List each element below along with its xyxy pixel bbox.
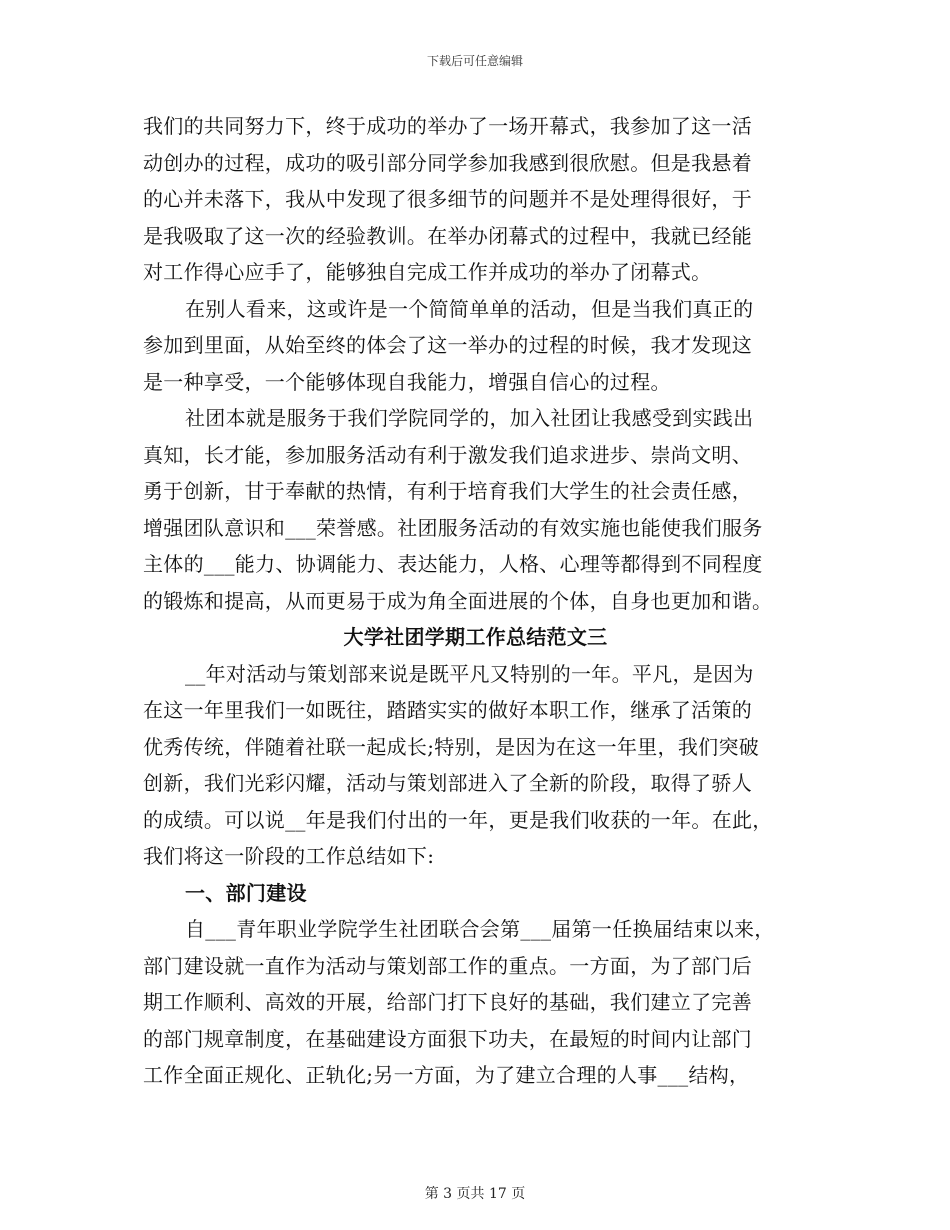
paragraph [143, 656, 808, 875]
text-line: 参加到里面，从始至终的体会了这一举办的过程的时候，我才发现这 [143, 333, 752, 357]
text-line: 的心并未落下，我从中发现了很多细节的问题并不是处理得很好，于 [143, 187, 752, 211]
text-line: 的成绩。可以说__年是我们付出的一年，更是我们收获的一年。在此， [143, 807, 773, 832]
text-line: 优秀传统，伴随着社联一起成长;特别，是因为在这一年里，我们突破 [143, 734, 760, 759]
text-line: 是我吸取了这一次的经验教训。在举办闭幕式的过程中，我就已经能 [143, 223, 752, 248]
text-line: 的锻炼和提高，从而更易于成为角全面进展的个体，自身也更加和谐。 [143, 588, 773, 613]
paragraph [143, 400, 808, 619]
text-line: 真知，长才能，参加服务活动有利于激发我们追求进步、崇尚文明、 [143, 442, 752, 467]
text-line: 创新，我们光彩闪耀，活动与策划部进入了全新的阶段，取得了骄人 [143, 771, 752, 795]
document-body [143, 108, 808, 1094]
text-line: 在别人看来，这或许是一个简简单单的活动，但是当我们真正的 [185, 296, 754, 321]
text-line: 对工作得心应手了，能够独自完成工作并成功的举办了闭幕式。 [143, 260, 712, 284]
text-line: __年对活动与策划部来说是既平凡又特别的一年。平凡，是因为 [185, 661, 754, 686]
paragraph [143, 291, 808, 401]
paragraph [143, 911, 808, 1094]
section-title [143, 619, 808, 656]
paragraph [143, 108, 808, 291]
page-header: 下载后可任意编辑 [426, 54, 523, 68]
text-line: 的部门规章制度，在基础建设方面狠下功夫，在最短的时间内让部门 [143, 1026, 752, 1051]
text-line: 动创办的过程，成功的吸引部分同学参加我感到很欣慰。但是我悬着 [143, 150, 752, 175]
section-subheading [143, 875, 808, 912]
text-line: 是一种享受，一个能够体现自我能力，增强自信心的过程。 [143, 369, 671, 394]
text-line: 增强团队意识和___荣誉感。社团服务活动的有效实施也能使我们服务 [143, 515, 763, 540]
text-line: 自___青年职业学院学生社团联合会第___届第一任换届结束以来， [185, 917, 775, 941]
page-footer: 第 3 页共 17 页 [424, 1186, 526, 1202]
text-line: 一、部门建设 [185, 880, 307, 905]
text-line: 期工作顺利、高效的开展，给部门打下良好的基础，我们建立了完善 [143, 990, 752, 1014]
text-line: 工作全面正规化、正轨化;另一方面，为了建立合理的人事___结构， [143, 1063, 750, 1087]
text-line: 大学社团学期工作总结范文三 [343, 625, 608, 649]
text-line: 部门建设就一直作为活动与策划部工作的重点。一方面，为了部门后 [143, 953, 752, 978]
text-line: 我们的共同努力下，终于成功的举办了一场开幕式，我参加了这一活 [143, 114, 752, 138]
text-line: 主体的___能力、协调能力、表达能力，人格、心理等都得到不同程度 [143, 552, 763, 576]
text-line: 我们将这一阶段的工作总结如下: [143, 844, 435, 868]
text-line: 社团本就是服务于我们学院同学的，加入社团让我感受到实践出 [185, 406, 754, 430]
text-line: 勇于创新，甘于奉献的热情，有利于培育我们大学生的社会责任感， [143, 479, 752, 503]
text-line: 在这一年里我们一如既往，踏踏实实的做好本职工作，继承了活策的 [143, 698, 752, 722]
